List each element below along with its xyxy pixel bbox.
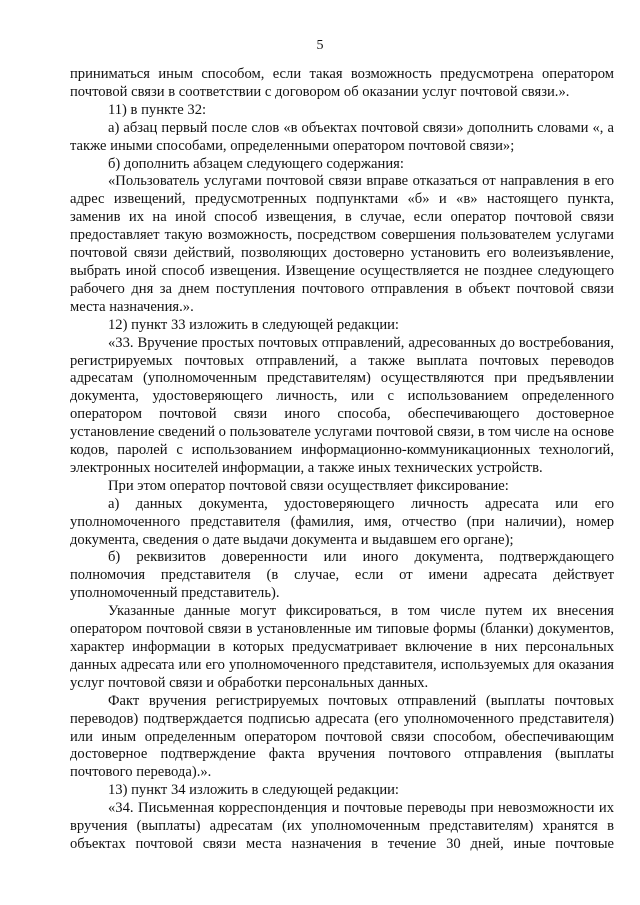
paragraph: приниматься иным способом, если такая возможность предусмотрена оператором почтовой связи в соответствии с договором об оказании услуг почтовой связи.». — [70, 66, 614, 100]
page-number: 5 — [316, 38, 324, 53]
paragraph: При этом оператор почтовой связи осуществляет фиксирование: — [108, 477, 509, 494]
paragraph: «Пользователь услугами почтовой связи вправе отказаться от направления в его адрес извещений, предусмотренных подпунктами «б» и «в» настоящего пункта, заменив их на иной способ извещения, в случае, если оператор почтовой связи предоставляет такую возможность, посредством совершения пользователем услугами почтовой связи действий, позволяющих достоверно установить его волеизъявление, выбрать иной способ извещения. Извещение осуществляется не позднее следующего рабочего дня за днем поступления почтового отправления в объект почтовой связи места назначения.». — [70, 173, 614, 315]
paragraph: «33. Вручение простых почтовых отправлений, адресованных до востребования, регистрируемых почтовых отправлений, а также выплата почтовых переводов адресатам (уполномоченным представителям) осуществляются при предъявлении документа, удостоверяющего личность, или с использованием определенного оператором почтовой связи иного способа, обеспечивающего достоверное установление сведений о пользователе услугами почтовой связи, в том числе на основе кодов, паролей с использованием информационно-коммуникационных технологий, электронных носителей информации, а также иных технических устройств. — [70, 334, 614, 476]
paragraph: 13) пункт 34 изложить в следующей редакции: — [108, 782, 399, 799]
paragraph: б) реквизитов доверенности или иного документа, подтверждающего полномочия представителя (в случае, если от имени адресата действует уполномоченный представитель). — [70, 549, 614, 602]
paragraph: 12) пункт 33 изложить в следующей редакции: — [108, 316, 399, 333]
paragraph: б) дополнить абзацем следующего содержания: — [108, 155, 404, 172]
paragraph: Факт вручения регистрируемых почтовых отправлений (выплаты почтовых переводов) подтверждается подписью адресата (его уполномоченного представителя) или иным определенным оператором почтовой связи способом, обеспечивающим достоверное подтверждение факта вручения почтового отправления (выплаты почтового перевода).». — [70, 692, 614, 781]
paragraph: «34. Письменная корреспонденция и почтовые переводы при невозможности их вручения (выплаты) адресатам (их уполномоченным представителям) хранятся в объектах почтовой связи места назначения в течение 30 дней, иные почтовые — [70, 800, 614, 852]
paragraph: а) данных документа, удостоверяющего личность адресата или его уполномоченного представителя (фамилия, имя, отчество (при наличии), номер документа, сведения о дате выдачи документа и выдавшем его органе); — [70, 495, 614, 548]
paragraph: Указанные данные могут фиксироваться, в том числе путем их внесения оператором почтовой связи в установленные им типовые формы (бланки) документов, характер информации в которых предусматривает включение в них персональных данных адресата или его уполномоченного представителя, используемых для оказания услуг почтовой связи и обработки персональных данных. — [70, 603, 614, 691]
paragraph: а) абзац первый после слов «в объектах почтовой связи» дополнить словами «, а также иными способами, определенными оператором почтовой связи»; — [70, 119, 614, 154]
document-body — [70, 66, 614, 854]
paragraph: 11) в пункте 32: — [108, 101, 207, 118]
